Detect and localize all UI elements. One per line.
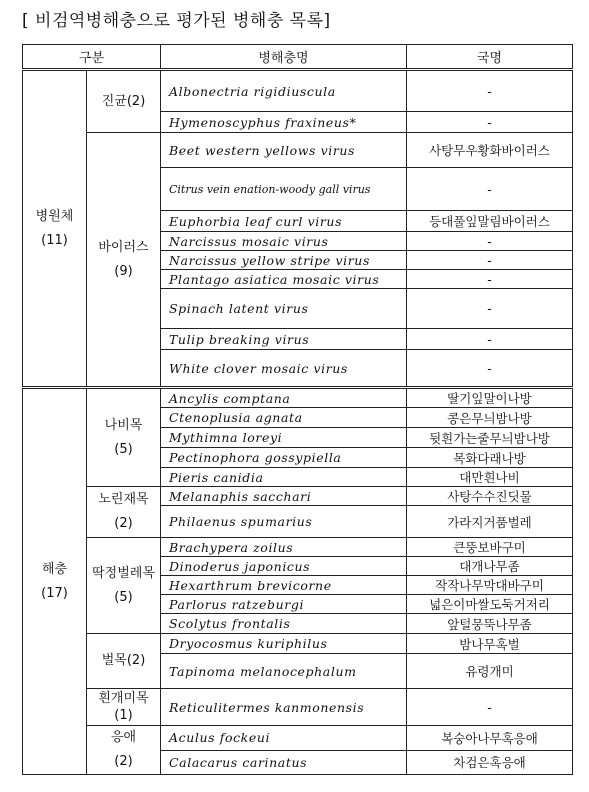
scientific-name: Ancylis comptana bbox=[161, 388, 407, 408]
subgroup-count: (5) bbox=[114, 441, 133, 457]
scientific-name: Ctenoplusia agnata bbox=[161, 408, 407, 428]
scientific-name: Dinoderus japonicus bbox=[161, 557, 407, 576]
scientific-name: Beet western yellows virus bbox=[161, 133, 407, 168]
korean-name: 대개나무좀 bbox=[407, 557, 573, 576]
group-count: (11) bbox=[41, 232, 68, 248]
korean-name: - bbox=[407, 70, 573, 112]
subgroup-coleoptera bbox=[87, 538, 161, 634]
header-category: 구분 bbox=[23, 45, 161, 70]
korean-name: - bbox=[407, 289, 573, 329]
subgroup-count: (1) bbox=[114, 708, 133, 723]
subgroup-label: 노린재목 bbox=[98, 492, 149, 507]
group-pathogen bbox=[23, 70, 87, 388]
subgroup-count: (9) bbox=[114, 263, 133, 279]
table-row bbox=[23, 538, 573, 557]
subgroup-virus bbox=[87, 133, 161, 388]
scientific-name: Scolytus frontalis bbox=[161, 614, 407, 634]
scientific-name: Citrus vein enation-woody gall virus bbox=[161, 168, 407, 211]
scientific-name: Melanaphis sacchari bbox=[161, 487, 407, 506]
table-row bbox=[23, 70, 573, 112]
korean-name: 작작나무막대바구미 bbox=[407, 576, 573, 595]
korean-name: 콩은무늬밤나방 bbox=[407, 408, 573, 428]
scientific-name: Philaenus spumarius bbox=[161, 506, 407, 538]
table-row bbox=[23, 689, 573, 726]
group-pest bbox=[23, 388, 87, 775]
scientific-name: Euphorbia leaf curl virus bbox=[161, 211, 407, 232]
korean-name: 가라지거품벌레 bbox=[407, 506, 573, 538]
table-header-row bbox=[23, 45, 573, 70]
korean-name: 뒷흰가는줄무늬밤나방 bbox=[407, 428, 573, 448]
korean-name: 목화다래나방 bbox=[407, 448, 573, 468]
korean-name: - bbox=[407, 112, 573, 133]
korean-name: 밤나무혹벌 bbox=[407, 634, 573, 654]
korean-name: 사탕수수진딧물 bbox=[407, 487, 573, 506]
subgroup-hemiptera bbox=[87, 487, 161, 538]
page-title: [ 비검역병해충으로 평가된 병해충 목록] bbox=[22, 11, 331, 31]
korean-name: 넓은이마쌀도둑거저리 bbox=[407, 595, 573, 614]
korean-name: 복숭아나무혹응애 bbox=[407, 726, 573, 751]
table-row bbox=[23, 388, 573, 408]
scientific-name: Dryocosmus kuriphilus bbox=[161, 634, 407, 654]
scientific-name: Parlorus ratzeburgi bbox=[161, 595, 407, 614]
subgroup-mites bbox=[87, 726, 161, 775]
scientific-name: Albonectria rigidiuscula bbox=[161, 70, 407, 112]
subgroup-count: (2) bbox=[114, 754, 133, 769]
group-label: 해충 bbox=[41, 561, 68, 577]
scientific-name: Hymenoscyphus fraxineus* bbox=[161, 112, 407, 133]
table-row bbox=[23, 133, 573, 168]
header-pest-name: 병해충명 bbox=[161, 45, 407, 70]
subgroup-label: 나비목 bbox=[104, 417, 143, 433]
subgroup-label: 응애 bbox=[110, 730, 137, 745]
korean-name: - bbox=[407, 350, 573, 388]
scientific-name: Calacarus carinatus bbox=[161, 750, 407, 775]
scientific-name: Aculus fockeui bbox=[161, 726, 407, 751]
scientific-name: Spinach latent virus bbox=[161, 289, 407, 329]
scientific-name: Pectinophora gossypiella bbox=[161, 448, 407, 468]
subgroup-lepidoptera bbox=[87, 388, 161, 487]
table-row bbox=[23, 634, 573, 654]
group-count: (17) bbox=[41, 585, 68, 601]
group-label: 병원체 bbox=[35, 208, 74, 224]
scientific-name: Narcissus mosaic virus bbox=[161, 232, 407, 251]
header-korean-name: 국명 bbox=[407, 45, 573, 70]
korean-name: 등대풀잎말림바이러스 bbox=[407, 211, 573, 232]
subgroup-label: 흰개미목 bbox=[98, 691, 149, 706]
scientific-name: Reticulitermes kanmonensis bbox=[161, 689, 407, 726]
scientific-name: Plantago asiatica mosaic virus bbox=[161, 270, 407, 289]
korean-name: 차검은혹응애 bbox=[407, 750, 573, 775]
korean-name: 유령개미 bbox=[407, 654, 573, 689]
korean-name: - bbox=[407, 251, 573, 270]
korean-name: 사탕무우황화바이러스 bbox=[407, 133, 573, 168]
scientific-name: Mythimna loreyi bbox=[161, 428, 407, 448]
subgroup-count: (2) bbox=[114, 516, 133, 531]
subgroup-count: (5) bbox=[114, 589, 133, 605]
korean-name: - bbox=[407, 232, 573, 251]
subgroup-hymenoptera: 벌목(2) bbox=[87, 634, 161, 689]
korean-name: 큰뚱보바구미 bbox=[407, 538, 573, 557]
scientific-name: Tapinoma melanocephalum bbox=[161, 654, 407, 689]
scientific-name: Brachypera zoilus bbox=[161, 538, 407, 557]
subgroup-label: 딱정벌레목 bbox=[92, 565, 155, 581]
subgroup-isoptera bbox=[87, 689, 161, 726]
table-row bbox=[23, 487, 573, 506]
korean-name: - bbox=[407, 689, 573, 726]
subgroup-fungi: 진균(2) bbox=[87, 70, 161, 133]
subgroup-label: 바이러스 bbox=[98, 239, 149, 255]
scientific-name: Narcissus yellow stripe virus bbox=[161, 251, 407, 270]
korean-name: 대만흰나비 bbox=[407, 468, 573, 487]
scientific-name: Pieris canidia bbox=[161, 468, 407, 487]
korean-name: - bbox=[407, 168, 573, 211]
korean-name: - bbox=[407, 270, 573, 289]
scientific-name: Tulip breaking virus bbox=[161, 329, 407, 350]
table-row bbox=[23, 726, 573, 751]
scientific-name: White clover mosaic virus bbox=[161, 350, 407, 388]
korean-name: 딸기잎말이나방 bbox=[407, 388, 573, 408]
korean-name: 앞털뭉뚝나무좀 bbox=[407, 614, 573, 634]
scientific-name: Hexarthrum brevicorne bbox=[161, 576, 407, 595]
pest-list-table bbox=[22, 44, 573, 775]
korean-name: - bbox=[407, 329, 573, 350]
